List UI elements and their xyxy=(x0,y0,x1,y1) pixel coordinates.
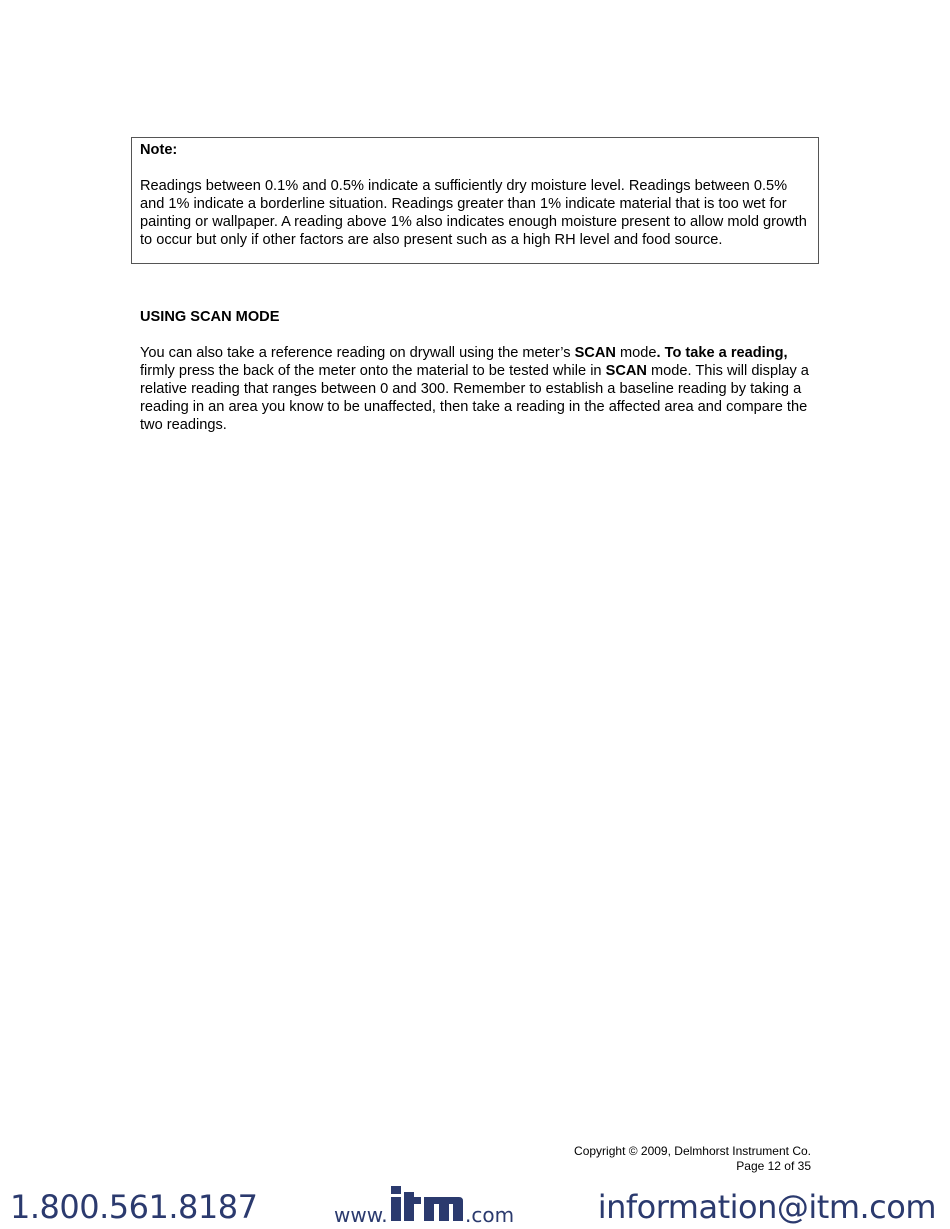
scan-bold-2: SCAN xyxy=(605,363,647,379)
instruction-bold: . To take a reading, xyxy=(656,345,788,361)
page-number: Page 12 of 35 xyxy=(736,1159,811,1173)
note-box xyxy=(131,137,819,264)
itm-logo-icon xyxy=(391,1186,463,1222)
body-text-4: mode. This will display a relative reading that ranges between 0 and 300. Remember to establish a baseline reading by taking a reading in an area you know to be unaffected, then take a reading in the affected area and compare the two readings. xyxy=(140,363,809,433)
note-title: Note: xyxy=(140,142,178,158)
section-body xyxy=(140,344,812,434)
body-text-2: mode xyxy=(615,345,657,361)
web-suffix: .com xyxy=(465,1203,515,1227)
section-heading: USING SCAN MODE xyxy=(140,309,280,325)
scan-bold-1: SCAN xyxy=(574,345,616,361)
phone-number[interactable]: 1.800.561.8187 xyxy=(10,1188,258,1226)
email-link[interactable]: information@itm.com xyxy=(597,1188,936,1226)
contact-bar xyxy=(0,1182,950,1229)
body-text-1: You can also take a reference reading on drywall using the meter’s xyxy=(140,345,575,361)
web-prefix: www. xyxy=(334,1203,388,1227)
copyright-block xyxy=(574,1144,811,1174)
note-body: Readings between 0.1% and 0.5% indicate a sufficiently dry moisture level. Readings between 0.5% and 1% indicate a borderline situation. Readings greater than 1% indicate material that is too wet for painting or wallpaper. A reading above 1% also indicates enough moisture present to allow mold growth to occur but only if other factors are also present such as a high RH level and food source. xyxy=(140,178,807,248)
body-text-3: firmly press the back of the meter onto the material to be tested while in xyxy=(140,363,606,379)
copyright-text: Copyright © 2009, Delmhorst Instrument Co. xyxy=(574,1144,811,1158)
